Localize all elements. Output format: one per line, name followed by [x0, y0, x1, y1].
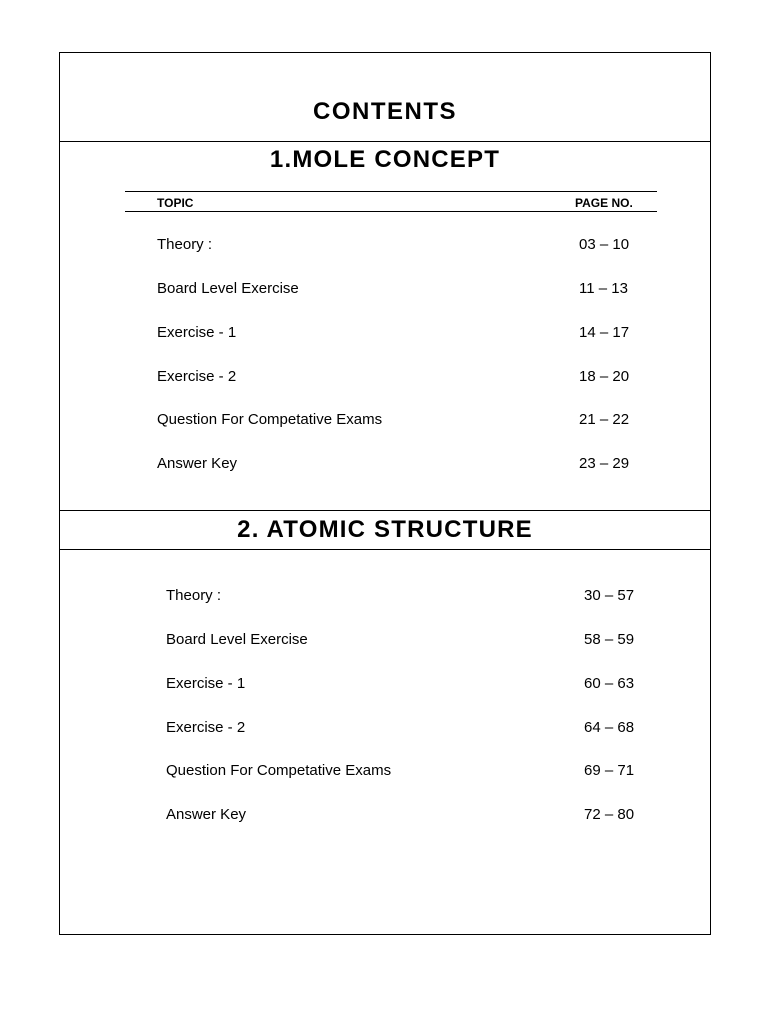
list-item-pages: 72 – 80	[584, 806, 635, 823]
list-item-topic: Board Level Exercise	[166, 631, 308, 648]
list-item-pages: 03 – 10	[579, 236, 630, 253]
section-heading-mole-concept: 1.MOLE CONCEPT	[269, 146, 501, 173]
list-item-topic: Answer Key	[166, 806, 247, 823]
list-item-topic: Question For Competative Exams	[157, 411, 383, 428]
topic-column-header: TOPIC	[157, 196, 194, 210]
list-item-pages: 14 – 17	[579, 324, 630, 341]
divider-section-2-top	[59, 510, 711, 511]
list-item-pages: 30 – 57	[584, 587, 635, 604]
list-item-pages: 58 – 59	[584, 631, 635, 648]
list-item-pages: 64 – 68	[584, 719, 635, 736]
list-item-topic: Answer Key	[157, 455, 238, 472]
page-column-header: PAGE NO.	[575, 196, 633, 210]
list-item-pages: 21 – 22	[579, 411, 630, 428]
list-item-topic: Exercise - 1	[166, 675, 246, 692]
list-item-pages: 23 – 29	[579, 455, 630, 472]
list-item-topic: Board Level Exercise	[157, 280, 299, 297]
contents-frame	[59, 52, 711, 935]
section-heading-atomic-structure: 2. ATOMIC STRUCTURE	[237, 516, 533, 543]
list-item-pages: 69 – 71	[584, 762, 635, 779]
table-header-bottom-rule	[125, 211, 657, 212]
list-item-pages: 60 – 63	[584, 675, 635, 692]
list-item-topic: Theory :	[157, 236, 213, 253]
list-item-pages: 18 – 20	[579, 368, 630, 385]
list-item-topic: Question For Competative Exams	[166, 762, 392, 779]
list-item-pages: 11 – 13	[579, 280, 628, 297]
divider-title	[59, 141, 711, 142]
list-item-topic: Exercise - 2	[166, 719, 246, 736]
table-header-top-rule	[125, 191, 657, 192]
contents-title: CONTENTS	[313, 98, 457, 125]
list-item-topic: Theory :	[166, 587, 222, 604]
divider-section-2-bottom	[59, 549, 711, 550]
list-item-topic: Exercise - 2	[157, 368, 237, 385]
list-item-topic: Exercise - 1	[157, 324, 237, 341]
